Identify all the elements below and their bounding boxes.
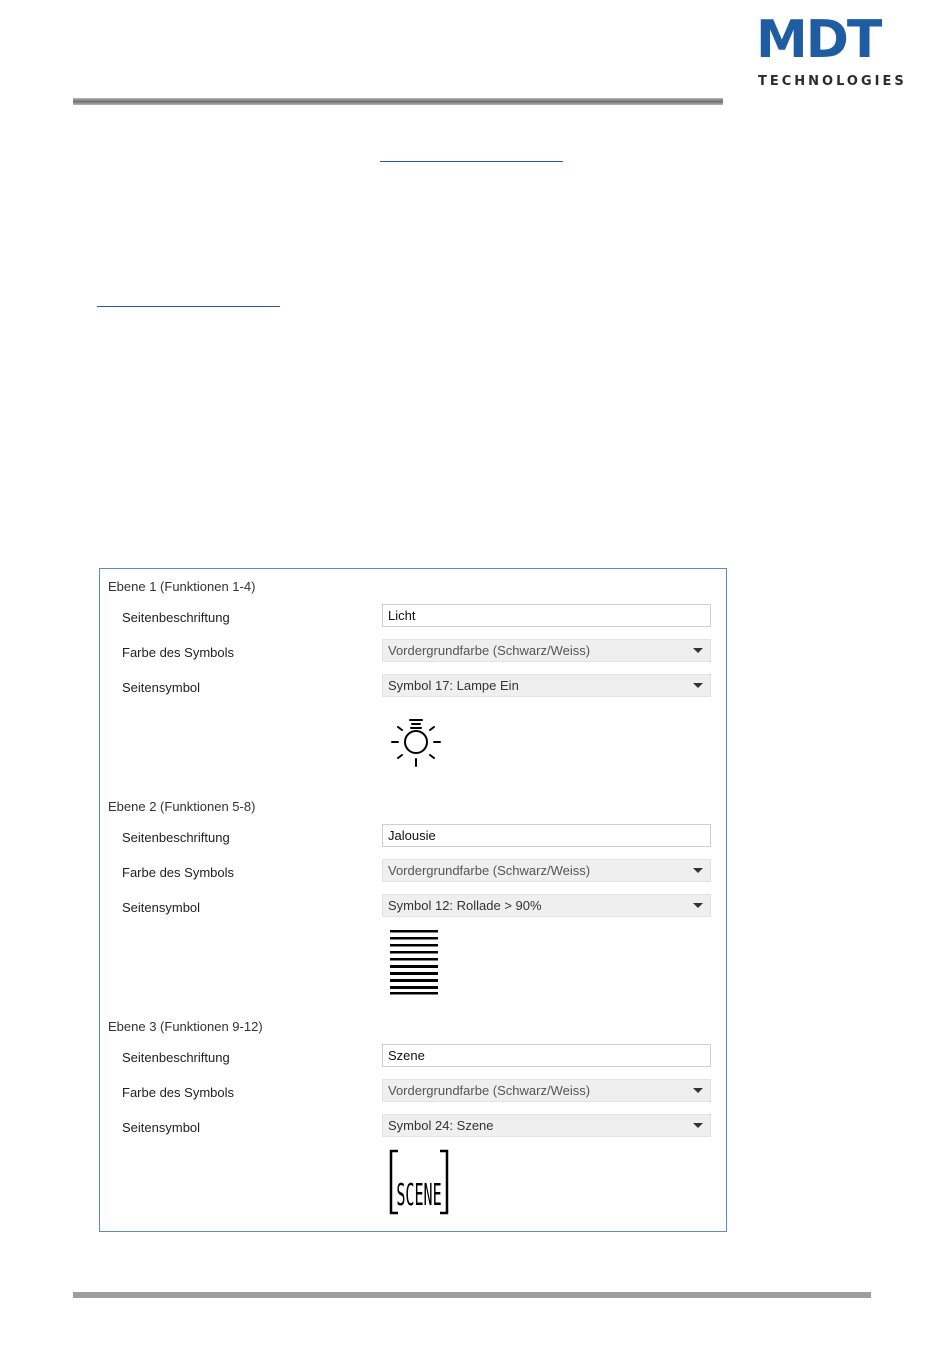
- scene-icon: [388, 1149, 450, 1215]
- section-title: Ebene 3 (Funktionen 9-12): [108, 1019, 263, 1034]
- page-symbol-value: Symbol 24: Szene: [388, 1118, 494, 1133]
- page-label-input[interactable]: Jalousie: [382, 824, 711, 847]
- shutter-icon: [388, 929, 440, 995]
- symbol-color-value: Vordergrundfarbe (Schwarz/Weiss): [388, 863, 591, 878]
- symbol-color-caption: Farbe des Symbols: [122, 1085, 234, 1100]
- chevron-down-icon: [693, 903, 703, 908]
- lamp-on-icon: [388, 717, 444, 769]
- page-symbol-value: Symbol 12: Rollade > 90%: [388, 898, 542, 913]
- page-label-caption: Seitenbeschriftung: [122, 1050, 230, 1065]
- footer-divider: [73, 1292, 871, 1298]
- chevron-down-icon: [693, 648, 703, 653]
- chevron-down-icon: [693, 683, 703, 688]
- symbol-color-value: Vordergrundfarbe (Schwarz/Weiss): [388, 643, 591, 658]
- page-label-caption: Seitenbeschriftung: [122, 610, 230, 625]
- logo-subtitle: TECHNOLOGIES: [758, 74, 907, 89]
- symbol-color-select[interactable]: [382, 1079, 711, 1102]
- symbol-color-caption: Farbe des Symbols: [122, 645, 234, 660]
- mdt-logo: [756, 10, 907, 92]
- page-symbol-caption: Seitensymbol: [122, 1120, 201, 1135]
- logo-wordmark: MDT: [756, 10, 881, 70]
- page-symbol-caption: Seitensymbol: [122, 900, 201, 915]
- hyperlink-underline[interactable]: [380, 161, 563, 162]
- symbol-color-select[interactable]: [382, 639, 711, 662]
- page-label-input[interactable]: Licht: [382, 604, 711, 627]
- chevron-down-icon: [693, 1088, 703, 1093]
- chevron-down-icon: [693, 868, 703, 873]
- page-symbol-select[interactable]: [382, 1114, 711, 1137]
- parameter-panel: [99, 568, 727, 1232]
- section-title: Ebene 1 (Funktionen 1-4): [108, 579, 256, 594]
- symbol-color-select[interactable]: [382, 859, 711, 882]
- page-symbol-select[interactable]: [382, 894, 711, 917]
- page-label-caption: Seitenbeschriftung: [122, 830, 230, 845]
- page-symbol-value: Symbol 17: Lampe Ein: [388, 678, 519, 693]
- header-divider: [73, 98, 723, 105]
- page-label-input[interactable]: Szene: [382, 1044, 711, 1067]
- symbol-color-value: Vordergrundfarbe (Schwarz/Weiss): [388, 1083, 591, 1098]
- page-symbol-caption: Seitensymbol: [122, 680, 201, 695]
- chevron-down-icon: [693, 1123, 703, 1128]
- hyperlink-underline[interactable]: [97, 306, 280, 307]
- scene-icon-text: SCENE: [396, 1177, 442, 1213]
- symbol-color-caption: Farbe des Symbols: [122, 865, 234, 880]
- section-title: Ebene 2 (Funktionen 5-8): [108, 799, 256, 814]
- page-symbol-select[interactable]: [382, 674, 711, 697]
